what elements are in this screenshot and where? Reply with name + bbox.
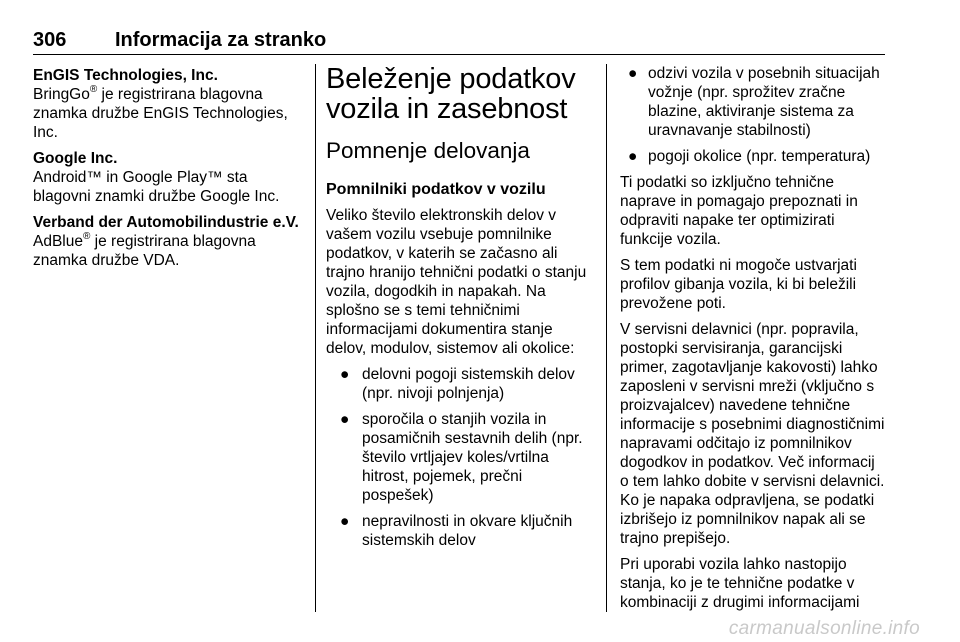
trademark-owner: Google Inc. xyxy=(33,150,118,167)
trademark-entry xyxy=(33,213,305,270)
list-item xyxy=(620,147,886,166)
list-item-text: nepravilnosti in okvare ključnih sistemskih delov xyxy=(362,513,573,549)
list-item-text: delovni pogoji sistemskih delov (npr. nivoji polnjenja) xyxy=(362,366,575,402)
subsection-heading: Pomnenje delovanja xyxy=(326,138,530,163)
trademark-text xyxy=(33,168,305,206)
trademark-text-pre: Android™ in Google Play™ sta blagovni znamki družbe Google Inc. xyxy=(33,169,280,205)
list-item xyxy=(326,410,594,505)
list-item xyxy=(620,64,886,140)
column-middle xyxy=(326,64,594,557)
intro-paragraph: Veliko število elektronskih delov v vašem vozilu vsebuje pomnilnike podatkov, v katerih se začasno ali trajno hranijo tehnični podatki o stanju vozila, dogodkih in napakah. Na splošno se s temi tehničnimi informacijami dokumentira stanje delov, modulov, sistemov ali okolice: xyxy=(326,207,587,357)
column-right xyxy=(620,64,886,619)
column-left xyxy=(33,64,305,277)
registered-mark: ® xyxy=(89,83,98,95)
column-divider xyxy=(606,64,607,612)
page-title: Informacija za stranko xyxy=(115,29,327,51)
trademark-text-post: je registrirana blagovna znamka družbe VDA. xyxy=(33,233,256,269)
column-divider xyxy=(315,64,316,612)
watermark: carmanualsonline.info xyxy=(728,618,920,639)
topic-heading: Pomnilniki podatkov v vozilu xyxy=(326,181,546,198)
list-item-text: odzivi vozila v posebnih situacijah vožnje (npr. sprožitev zračne blazine, aktiviranje sistema za uravnavanje stabilnosti) xyxy=(648,65,880,139)
trademark-text-pre: AdBlue xyxy=(33,233,83,250)
bullet-icon: ● xyxy=(628,148,638,165)
trademark-text xyxy=(33,85,305,142)
list-item-text: pogoji okolice (npr. temperatura) xyxy=(648,148,871,165)
trademark-entry xyxy=(33,149,305,206)
bullet-icon: ● xyxy=(340,366,350,383)
trademark-text xyxy=(33,232,305,270)
paragraph: Ti podatki so izključno tehnične naprave in pomagajo prepoznati in odpraviti napake ter optimizirati funkcije vozila. xyxy=(620,174,858,248)
list-item xyxy=(326,365,594,403)
trademark-text-post: je registrirana blagovna znamka družbe EnGIS Technologies, Inc. xyxy=(33,86,288,141)
paragraph: S tem podatki ni mogoče ustvarjati profilov gibanja vozila, ki bi beležili prevožene poti. xyxy=(620,257,857,312)
trademark-text-pre: BringGo xyxy=(33,86,90,103)
trademark-owner: Verband der Automobilindustrie e.V. xyxy=(33,214,299,231)
registered-mark: ® xyxy=(82,230,91,242)
bullet-list xyxy=(326,365,594,550)
bullet-icon: ● xyxy=(340,411,350,428)
bullet-icon: ● xyxy=(340,513,350,530)
section-heading: Beleženje podatkov vozila in zasebnost xyxy=(326,63,576,125)
bullet-icon: ● xyxy=(628,65,638,82)
paragraph: V servisni delavnici (npr. popravila, postopki servisiranja, garancijski primer, zagotavljanje kakovosti) lahko zaposleni v servisni mreži (vključno s proizvajalcev) navedene tehnične informacije s posebnimi diagnostičnimi napravami odčitajo iz pomnilnikov dogodkov in podatkov. Več informacij o tem lahko dobite v servisni delavnici. Ko je napaka odpravljena, se podatki izbrišejo iz pomnilnikov napak ali se trajno prepišejo. xyxy=(620,321,885,547)
paragraph: Pri uporabi vozila lahko nastopijo stanja, ko je te tehnične podatke v kombinaciji z drugimi informacijami xyxy=(620,556,860,611)
page-number: 306 xyxy=(33,29,67,51)
list-item xyxy=(326,512,594,550)
list-item-text: sporočila o stanjih vozila in posamičnih sestavnih delih (npr. število vrtljajev koles/vrtilna hitrost, pojemek, prečni pospešek) xyxy=(362,411,583,504)
trademark-owner: EnGIS Technologies, Inc. xyxy=(33,67,218,84)
trademark-entry xyxy=(33,66,305,142)
page-header xyxy=(33,28,885,55)
bullet-list xyxy=(620,64,886,166)
